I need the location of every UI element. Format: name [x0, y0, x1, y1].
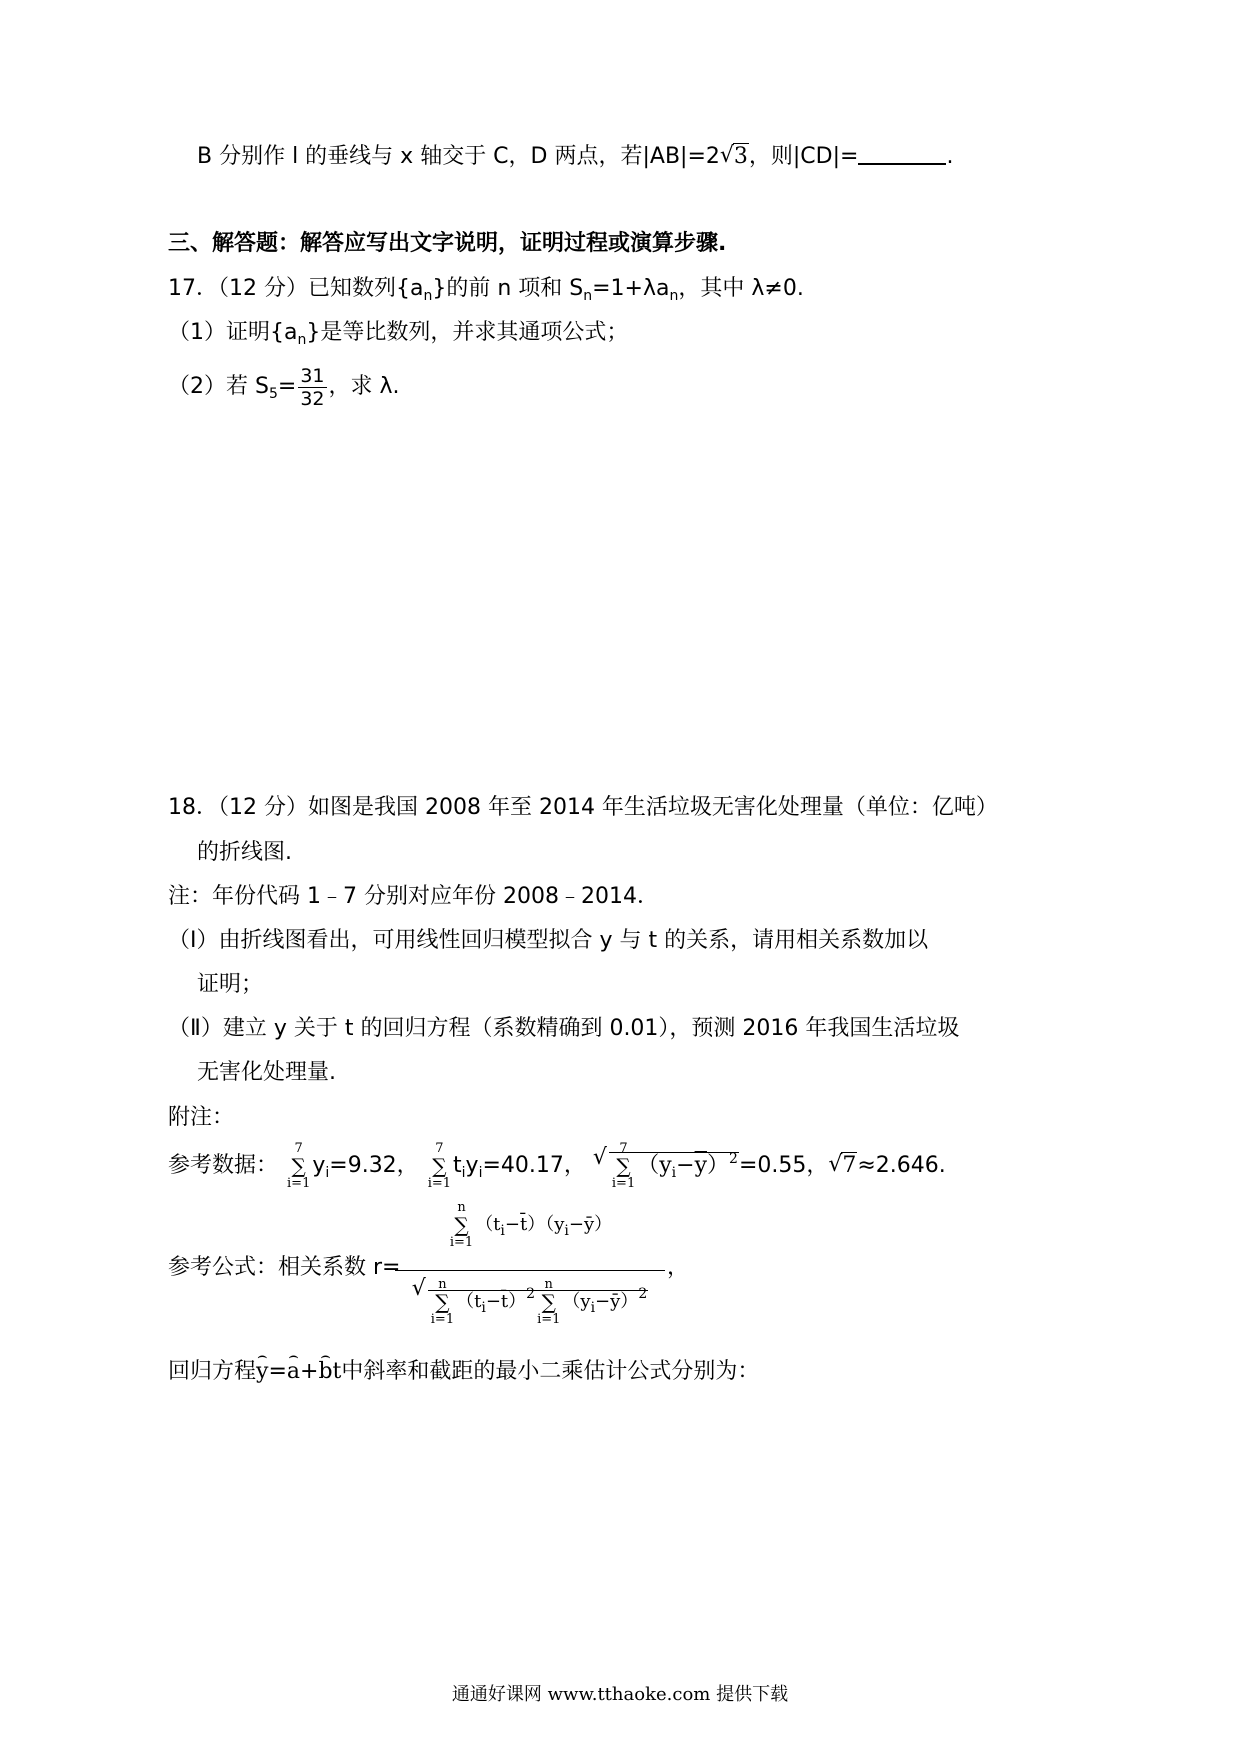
q17-stem-c: =1+λa — [592, 276, 670, 301]
footer-watermark: 通通好课网 www.tthaoke.com 提供下载 — [451, 1684, 789, 1705]
q17-part2-eq: = — [277, 374, 297, 399]
q17-part1 — [168, 318, 628, 355]
sqrt-3: √ 3 — [720, 142, 749, 172]
regression-label: 回归方程 — [168, 1359, 257, 1384]
ref2-t: t — [453, 1153, 462, 1178]
sum-top: 7 — [294, 1141, 303, 1156]
correlation-formula — [395, 1200, 665, 1327]
sum-bottom: i=1 — [537, 1312, 561, 1327]
q18-part2-line2: 无害化处理量. — [197, 1060, 336, 1085]
sum-bottom: i=1 — [449, 1235, 474, 1250]
sum-bottom: i=1 — [430, 1312, 455, 1327]
den-mid2: −ȳ） — [595, 1291, 639, 1312]
ref2-val: =40.17， — [482, 1153, 586, 1178]
regression-t: t — [332, 1359, 342, 1384]
q16-tail-end: . — [946, 144, 954, 169]
q17-sub-n1: n — [423, 288, 433, 304]
ref2-sub: i — [461, 1165, 466, 1181]
sqrt-7 — [828, 1135, 857, 1197]
q17-sub-n3: n — [669, 288, 679, 304]
q17-part2-a: （2）若 S — [168, 374, 269, 399]
ref4-val: ≈2.646. — [857, 1153, 946, 1178]
formula-numerator — [395, 1200, 665, 1271]
ref3-val: =0.55， — [738, 1153, 829, 1178]
formula-denominator — [395, 1271, 665, 1327]
den-sub-i2: i — [590, 1300, 596, 1316]
num-expr: （t — [475, 1214, 501, 1235]
fraction-31-32 — [298, 365, 326, 410]
num-sub-i: i — [500, 1223, 505, 1239]
ref3-sub: i — [671, 1165, 677, 1181]
q18-part1-line1: （Ⅰ）由折线图看出，可用线性回归模型拟合 y 与 t 的关系，请用相关系数加以 — [168, 928, 929, 953]
den-expr2: （y — [562, 1291, 591, 1312]
q17-part1-sub: n — [297, 332, 307, 348]
sum-symbol-3 — [612, 1141, 635, 1191]
sum-symbol-1 — [287, 1141, 310, 1191]
num-mid: −t̄）（y — [504, 1214, 565, 1235]
q17-part1-a: （1）证明{a — [168, 320, 298, 345]
sqrt-sum-radicand — [609, 1141, 739, 1191]
section3-heading: 三、解答题：解答应写出文字说明，证明过程或演算步骤. — [168, 231, 727, 256]
q18-appendix: 附注： — [168, 1105, 235, 1130]
den-expr1: （t — [456, 1291, 482, 1312]
sigma: ∑ — [454, 1213, 469, 1237]
ref-data-label: 参考数据： — [168, 1153, 279, 1178]
sqrt-denominator-radicand — [428, 1277, 648, 1327]
den-sup1: 2 — [526, 1286, 536, 1302]
q17-sub-n2: n — [583, 288, 593, 304]
q18-formula-label: 参考公式：相关系数 r= — [168, 1255, 401, 1280]
den-mid1: −t̄） — [485, 1291, 527, 1312]
q17-part2-b: ，求 λ. — [328, 374, 400, 399]
sum-bottom: i=1 — [427, 1176, 452, 1191]
ref3-ybar: $\overline{y}$ — [694, 1153, 708, 1178]
num-sub-i2: i — [564, 1223, 569, 1239]
frac-numerator: 31 — [300, 364, 325, 387]
q17-number: 17． — [168, 276, 218, 301]
q18-part1-line2: 证明； — [197, 972, 264, 997]
sigma: ∑ — [432, 1154, 447, 1178]
frac-denominator: 32 — [300, 387, 325, 410]
ref1-val: =9.32， — [329, 1153, 419, 1178]
q18-regression-line — [168, 1357, 759, 1387]
sum-symbol-den2 — [537, 1277, 560, 1327]
sum-symbol-num — [450, 1200, 473, 1250]
ref1-sub: i — [325, 1165, 330, 1181]
sum-symbol-2 — [428, 1141, 451, 1191]
regression-plus: + — [300, 1359, 319, 1384]
regression-y-hat: y ⌢ — [256, 1357, 268, 1387]
ref3-expr: （y — [637, 1153, 672, 1178]
num-end: −ȳ） — [568, 1214, 613, 1235]
q16-tail-text: B 分别作 l 的垂线与 x 轴交于 C，D 两点，若|AB|=2 — [197, 144, 720, 169]
q18-note: 注：年份代码 1﹣7 分别对应年份 2008﹣2014． — [168, 884, 659, 909]
sum-bottom: i=1 — [287, 1176, 311, 1191]
sum-top-n: n — [544, 1277, 553, 1292]
ref3-minus: − — [676, 1153, 695, 1178]
q17-stem — [168, 274, 804, 311]
sum-top-n: n — [457, 1200, 466, 1215]
q17-stem-d: ，其中 λ≠0. — [678, 276, 804, 301]
den-sup2: 2 — [638, 1286, 648, 1302]
q17-part2 — [168, 362, 400, 419]
sigma: ∑ — [541, 1290, 556, 1314]
q17-part1-b: }是等比数列，并求其通项公式； — [306, 320, 629, 345]
sqrt-denominator — [412, 1277, 648, 1327]
sum-top: √ 7 — [619, 1141, 628, 1156]
den-sub-i: i — [481, 1300, 486, 1316]
formula-end: ， — [667, 1255, 690, 1280]
sum-bottom: i=1 — [611, 1176, 636, 1191]
ref2-y: y — [465, 1153, 479, 1178]
ref1-y: y — [312, 1153, 326, 1178]
sigma: ∑ — [291, 1154, 306, 1178]
q18-part2-line1: （Ⅱ）建立 y 关于 t 的回归方程（系数精确到 0.01），预测 2016 年我国生活垃圾 — [168, 1016, 960, 1041]
q18-ref-data — [168, 1128, 946, 1204]
q17-score: （12 分） — [218, 276, 308, 301]
q17-part2-sub: 5 — [268, 386, 278, 402]
q18-line2: 的折线图. — [197, 840, 292, 865]
q16-tail-line — [197, 142, 953, 172]
regression-b-hat: b ⌢ — [318, 1357, 332, 1387]
q17-stem-b: }的前 n 项和 S — [432, 276, 584, 301]
regression-eq: = — [268, 1359, 287, 1384]
sqrt-7-radicand: 7 — [842, 1153, 857, 1178]
q16-tail-text2: ，则|CD|= — [748, 144, 859, 169]
sqrt-sum — [593, 1128, 739, 1204]
sum-top-n: √ n — [438, 1277, 447, 1292]
ref2-sub-b: i — [478, 1165, 483, 1181]
ref3-sup: 2 — [729, 1151, 738, 1167]
sigma: ∑ — [616, 1154, 631, 1178]
sum-symbol-den1 — [431, 1277, 454, 1327]
answer-blank[interactable] — [858, 143, 946, 165]
regression-tail: 中斜率和截距的最小二乘估计公式分别为： — [341, 1359, 760, 1384]
ref3-close: ） — [707, 1153, 730, 1178]
q17-stem-a: 已知数列{a — [308, 276, 424, 301]
q18-line1: 18．（12 分）如图是我国 2008 年至 2014 年生活垃圾无害化处理量（单位：亿吨） — [168, 795, 998, 820]
sum-top: 7 — [435, 1141, 444, 1156]
regression-a-hat: a ⌢ — [287, 1357, 300, 1387]
sigma: ∑ — [435, 1290, 450, 1314]
